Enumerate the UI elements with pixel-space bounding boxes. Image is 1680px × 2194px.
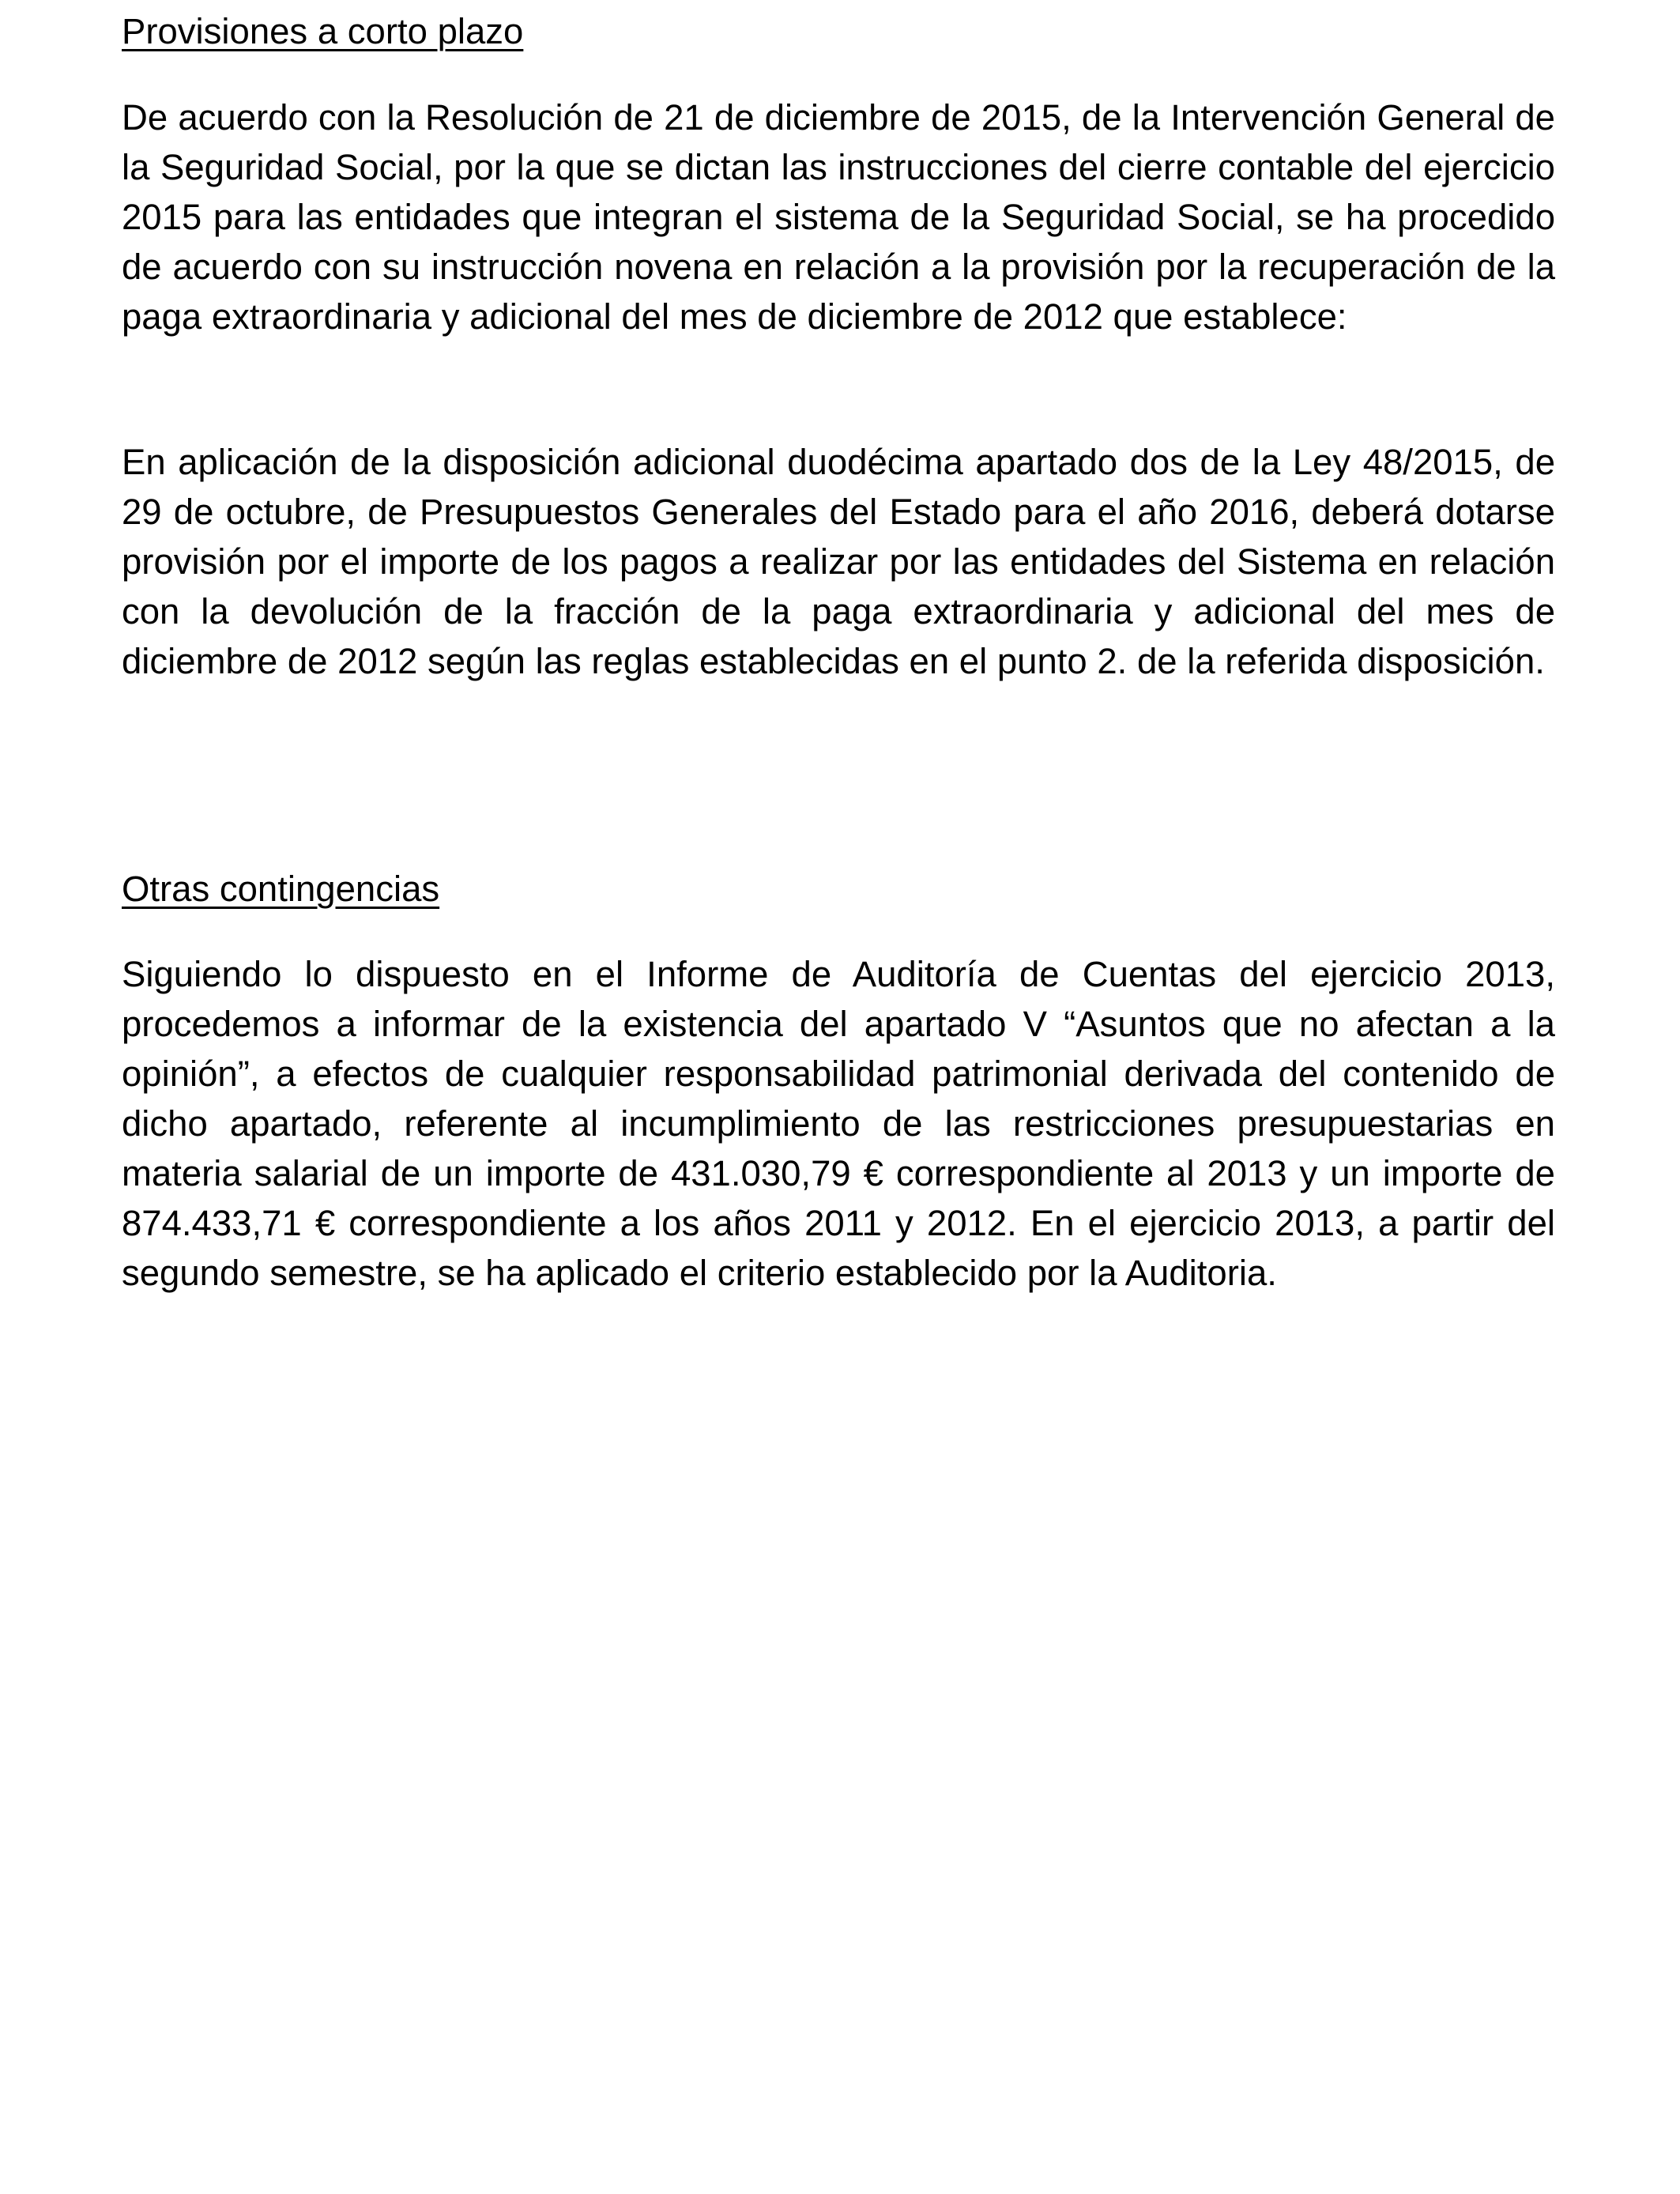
section-heading-otras-contingencias: Otras contingencias [122, 869, 440, 909]
paragraph-informe-auditoria: Siguiendo lo dispuesto en el Informe de Auditoría de Cuentas del ejercicio 2013, procedemos a informar de la existencia del apartado V “Asuntos que no afectan a la opinión”, a efectos de cualquier responsabilidad patrimonial derivada del contenido de dicho apartado, referente al incumplimiento de las restricciones presupuestarias en materia salarial de un importe de 431.030,79 € correspondiente al 2013 y un importe de 874.433,71 € correspondiente a los años 2011 y 2012. En el ejercicio 2013, a partir del segundo semestre, se ha aplicado el criterio establecido por la Auditoria. [122, 954, 1555, 1293]
paragraph-resolucion: De acuerdo con la Resolución de 21 de diciembre de 2015, de la Intervención General de la Seguridad Social, por la que se dictan las instrucciones del cierre contable del ejercicio 2015 para las entidades que integran el sistema de la Seguridad Social, se ha procedido de acuerdo con su instrucción novena en relación a la provisión por la recuperación de la paga extraordinaria y adicional del mes de diciembre de 2012 que establece: [122, 97, 1555, 337]
section-heading-provisiones: Provisiones a corto plazo [122, 11, 524, 51]
paragraph-disposicion-adicional: En aplicación de la disposición adicional duodécima apartado dos de la Ley 48/2015, de 29 de octubre, de Presupuestos Generales del Estado para el año 2016, deberá dotarse provisión por el importe de los pagos a realizar por las entidades del Sistema en relación con la devolución de la fracción de la paga extraordinaria y adicional del mes de diciembre de 2012 según las reglas establecidas en el punto 2. de la referida disposición. [122, 442, 1555, 681]
